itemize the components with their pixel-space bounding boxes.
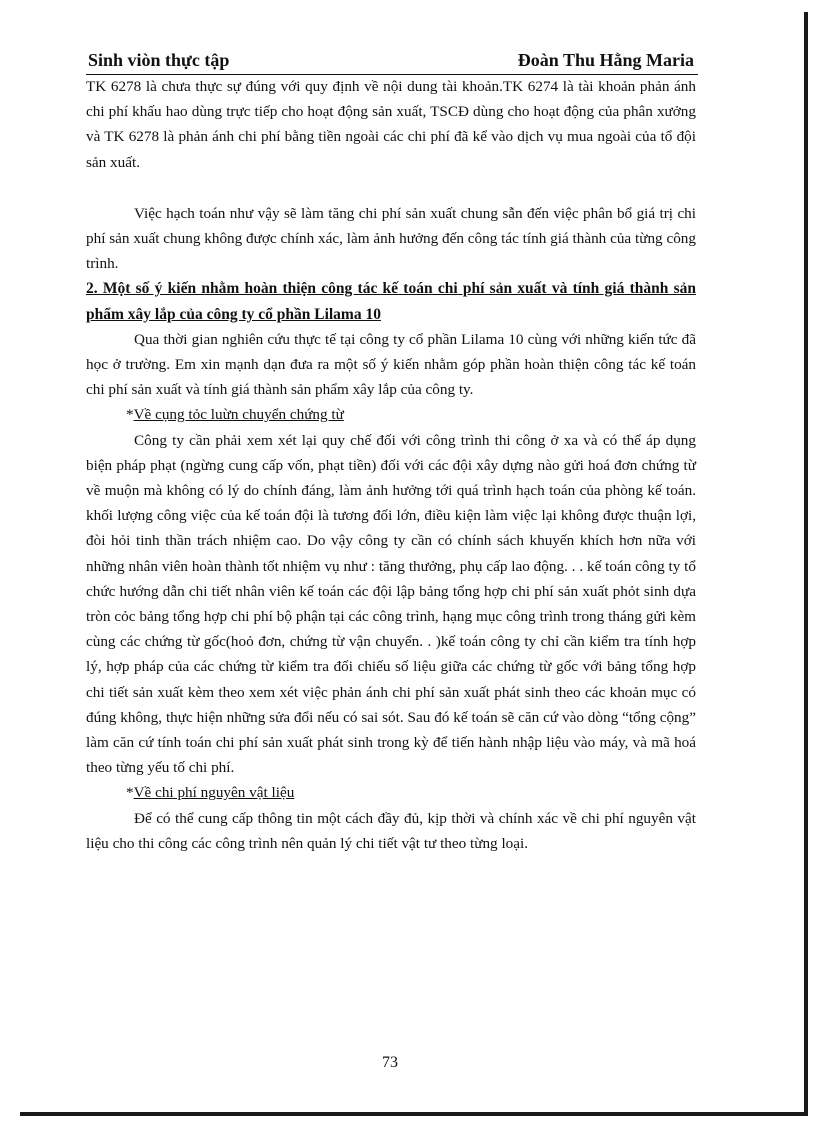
paragraph-nguyen-vat-lieu: Để có thể cung cấp thông tin một cách đầy đủ, kịp thời và chính xác về chi phí nguyên vật liệu cho thi công các công trình nên quản lý chi tiết vật tư theo từng loại. (86, 809, 696, 852)
subheading-bullet: * (126, 406, 134, 424)
section-heading: 2. Một số ý kiến nhằm hoàn thiện công tác kế toán chi phí sản xuất và tính giá thành sản phẩm xây lắp của công ty cổ phần Lilama 10 (86, 280, 696, 323)
page-body (86, 74, 696, 856)
subheading-chung-tu (86, 402, 696, 427)
page-number: 73 (382, 1054, 398, 1071)
subheading-nguyen-vat-lieu-text: Về chi phí nguyên vật liệu (133, 784, 295, 802)
paragraph-cong-ty: Công ty cần phải xem xét lại quy chế đối với công trình thi công ở xa và có thể áp dụng biện pháp phạt (ngừng cung cấp vốn, phạt tiền) đối với các đội xây dựng nào gửi hoá đơn chứng từ về muộn mà không có lý do chính đáng, làm ảnh hưởng tới quá trình hạch toán của phòng kế toán. khối lượng công việc của kế toán đội là tương đối lớn, điều kiện làm việc lại không được thuận lợi, đòi hỏi tinh thần trách nhiệm cao. Do vậy công ty cần có chính sách khuyến khích hơn nữa với những nhân viên hoàn thành tốt nhiệm vụ như : tăng thưởng, phụ cấp lao động. . . kế toán công ty tổ chức hướng dẫn chi tiết nhân viên kế toán các đội lập bảng tổng hợp chi phí sản xuất phỏt sinh dựa tròn cỏc bảng tổng hợp chi phí bộ phận tại các công trình, hạng mục công trình trong tháng gửi kèm cùng các chứng từ gốc(hoỏ đơn, chứng từ vận chuyển. . )kế toán công ty chỉ cần kiểm tra tính hợp lý, hợp pháp của các chứng từ kiểm tra đối chiếu số liệu giữa các chứng từ gốc với bảng tổng hợp chi tiết sản xuất kèm theo xem xét việc phản ánh chi phí sản xuất phát sinh theo các khoản mục có đúng không, thực hiện những sửa đổi nếu có sai sót. Sau đó kế toán sẽ căn cứ vào dòng “tổng cộng” làm căn cứ tính toán chi phí sản xuất phát sinh trong kỳ để tiến hành nhập liệu vào máy, và mã hoá theo từng yếu tố chi phí. (86, 431, 696, 777)
paragraph-intro: Qua thời gian nghiên cứu thực tế tại công ty cổ phần Lilama 10 cùng với những kiến tức đã học ở trường. Em xin mạnh dạn đưa ra một số ý kiến nhằm góp phần hoàn thiện công tác kế toán chi phí sản xuất và tính giá thành sản phẩm xây lắp của công ty. (86, 330, 696, 399)
subheading-nguyen-vat-lieu (86, 780, 696, 805)
header-author-role: Sinh viòn thực tập (88, 50, 230, 70)
page-border-bottom (20, 1112, 808, 1116)
subheading-chung-tu-text: Về cụng tỏc luừn chuyển chứng từ (133, 406, 344, 424)
page-header (86, 48, 698, 75)
paragraph-tk6278: TK 6278 là chưa thực sự đúng với quy định về nội dung tài khoản.TK 6274 là tài khoản phản ánh chi phí khấu hao dùng trực tiếp cho hoạt động sản xuất, TSCĐ dùng cho hoạt động của phân xưởng và TK 6278 là phản ánh chi phí bằng tiền ngoài các chi phí đã kể vào dịch vụ mua ngoài của tổ đội sản xuất. (86, 78, 696, 171)
header-author-name: Đoàn Thu Hằng Maria (517, 50, 694, 70)
subheading-bullet: * (126, 784, 134, 802)
page-border-right (804, 12, 808, 1116)
paragraph-hach-toan: Việc hạch toán như vậy sẽ làm tăng chi phí sản xuất chung sẫn đến việc phân bổ giá trị chi phí sản xuất chung không được chính xác, làm ảnh hưởng đến công tác tính giá thành của từng công trình. (86, 204, 696, 273)
